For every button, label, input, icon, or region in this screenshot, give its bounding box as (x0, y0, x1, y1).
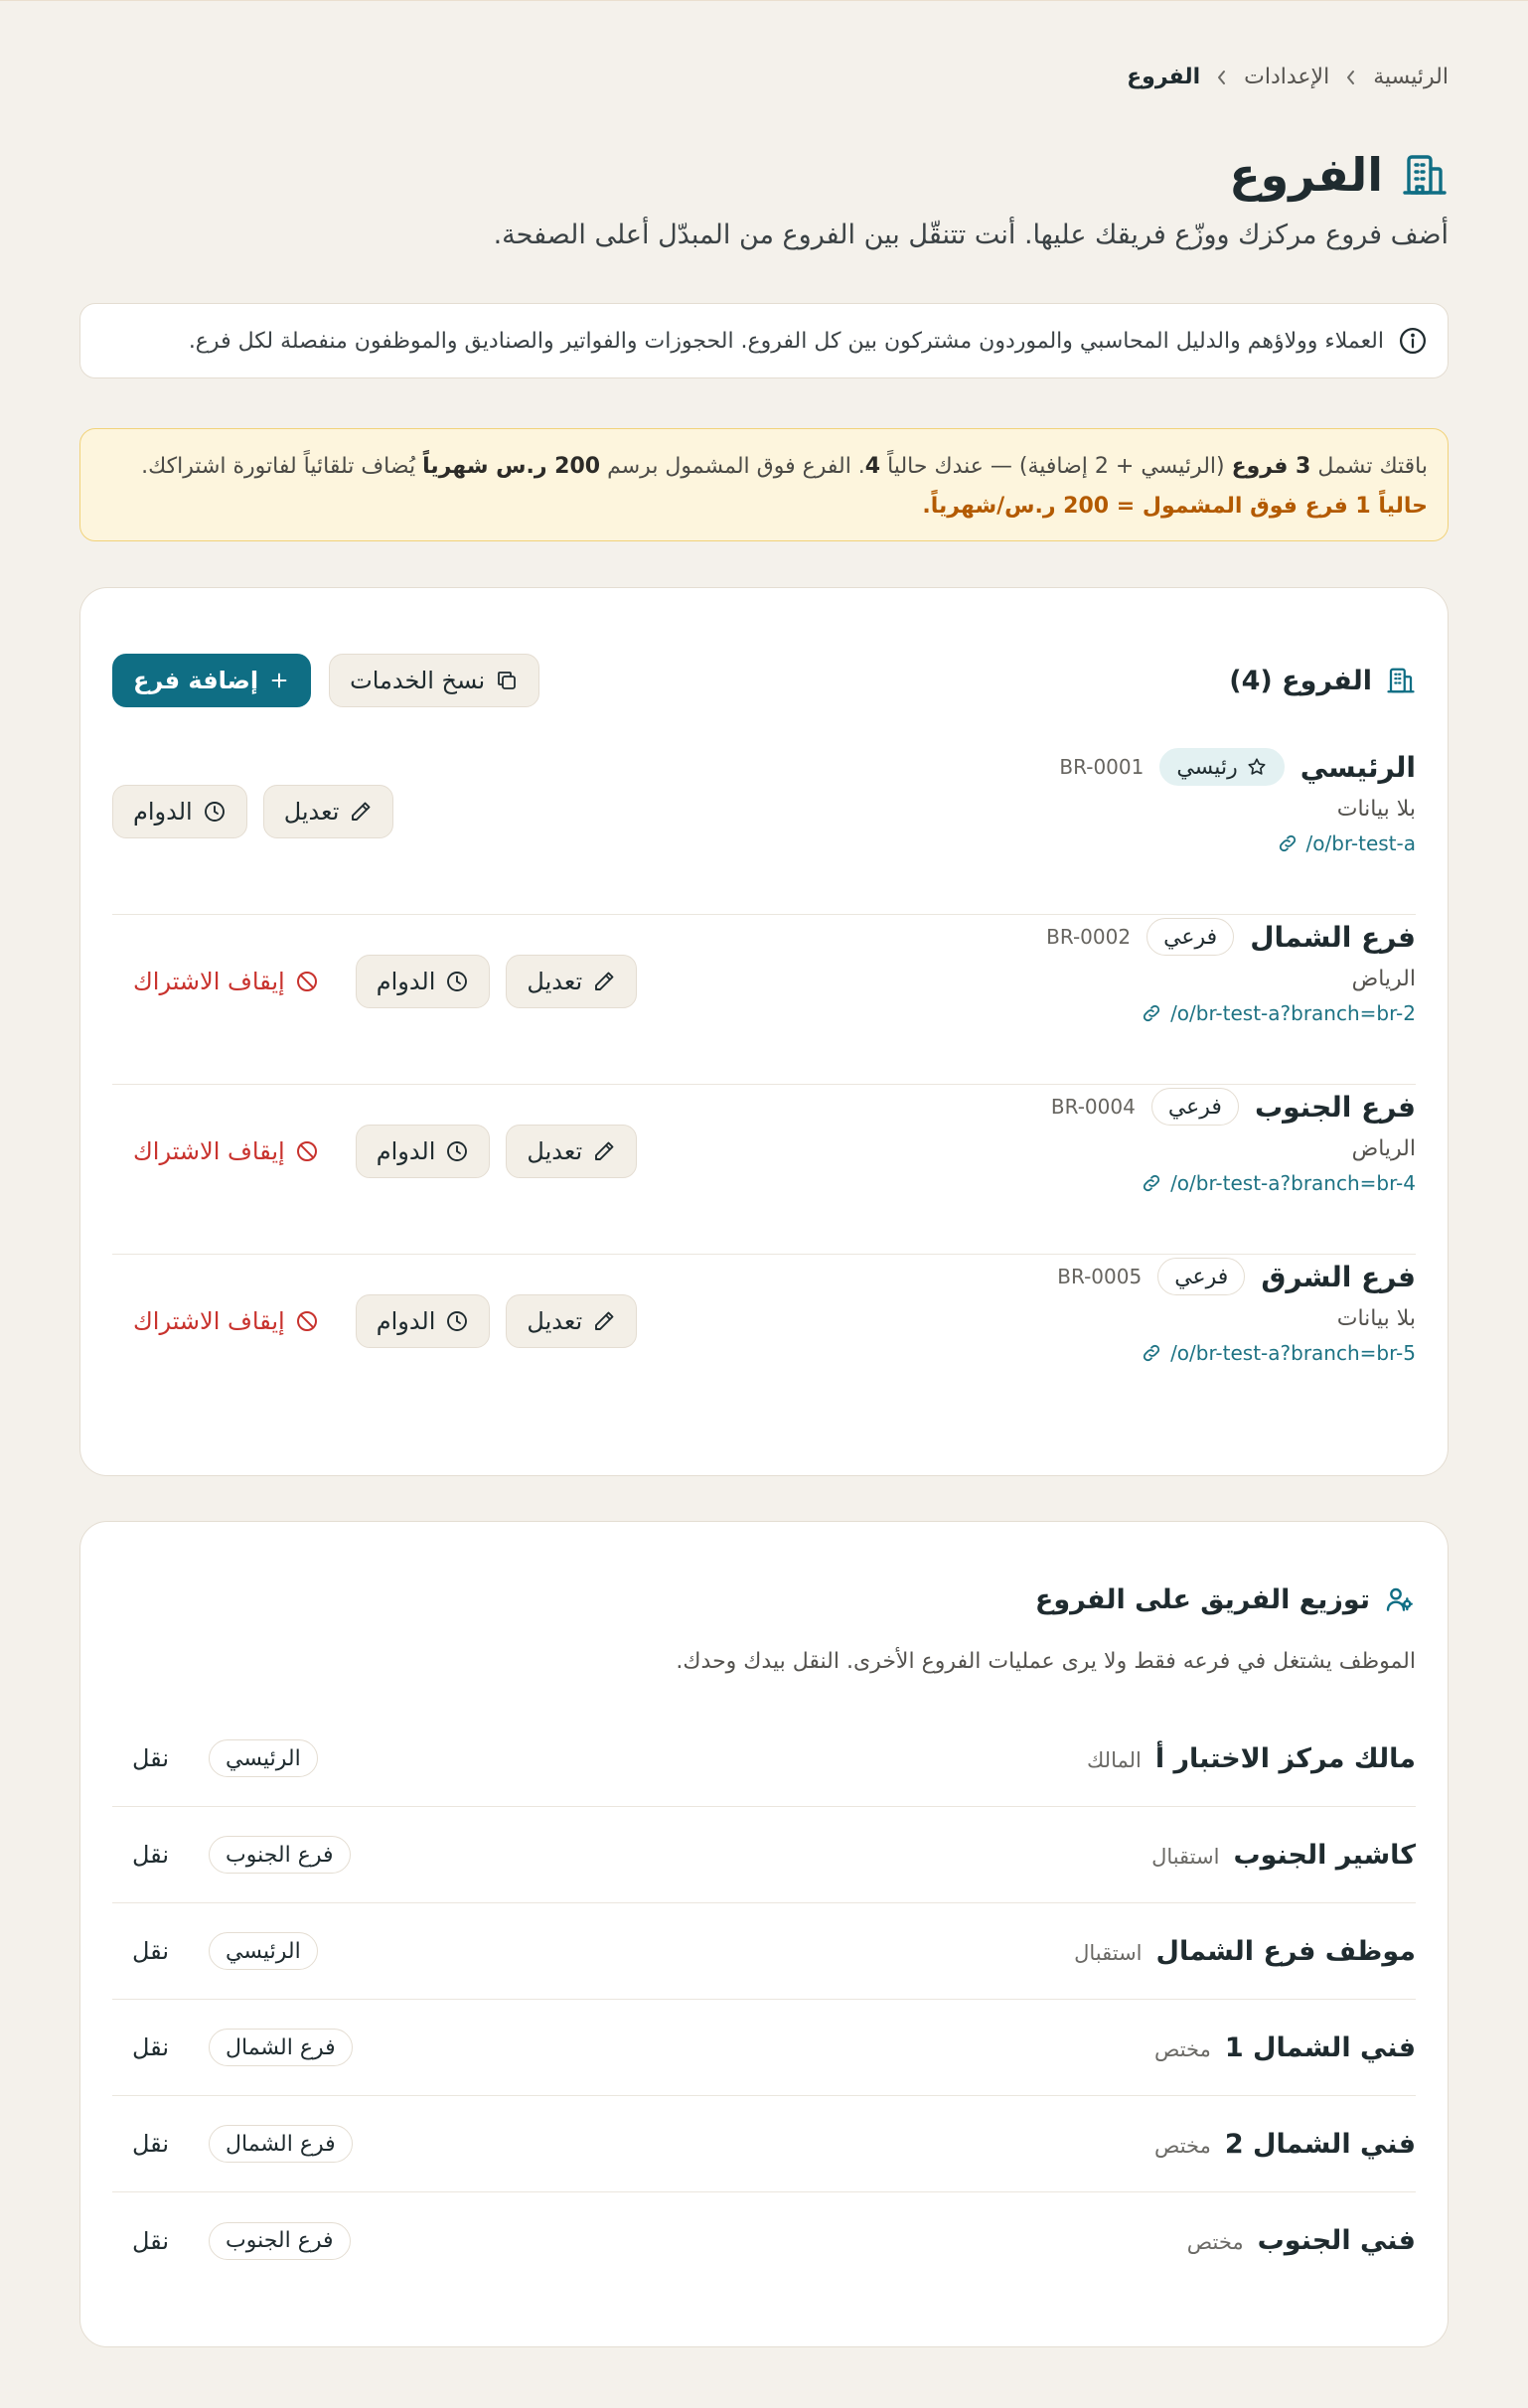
member-name: موظف فرع الشمال (1155, 1935, 1416, 1967)
member-role: مختص (1186, 2230, 1244, 2254)
chevron-left-icon (1345, 70, 1357, 85)
stop-subscription-label: إيقاف الاشتراك (133, 968, 285, 995)
branches-card-header (112, 654, 1416, 707)
branch-row (112, 915, 1416, 1085)
branches-card (79, 587, 1449, 1476)
branch-city: بلا بيانات (1336, 1306, 1416, 1331)
branch-name: فرع الشمال (1250, 920, 1416, 954)
member-branch-badge: فرع الجنوب (209, 2222, 351, 2260)
member-info (1074, 1936, 1416, 1967)
branch-name: فرع الشرق (1261, 1260, 1416, 1293)
warning-current-count: 4 (864, 454, 881, 479)
hours-label: الدوام (376, 968, 436, 995)
copy-icon (495, 669, 519, 692)
member-actions (112, 2222, 351, 2260)
branch-hours-button[interactable] (356, 1294, 491, 1348)
branch-type-label: رئيسي (1176, 754, 1238, 780)
branch-link[interactable] (1059, 831, 1416, 855)
link-icon (1141, 1002, 1162, 1024)
branch-actions (112, 1294, 637, 1348)
breadcrumb-current: الفروع (1127, 65, 1201, 89)
warning-text: يُضاف تلقائياً لفاتورة اشتراكك. (141, 454, 423, 479)
member-branch-badge: فرع الشمال (209, 2125, 353, 2163)
page-title: الفروع (1229, 148, 1383, 202)
branch-row (112, 1255, 1416, 1425)
copy-services-button[interactable] (329, 654, 539, 707)
warning-text: . الفرع فوق المشمول برسم (600, 454, 865, 479)
branch-list (112, 745, 1416, 1425)
member-actions (112, 2125, 353, 2163)
warning-included-branches: 3 فروع (1231, 454, 1311, 479)
branch-edit-button[interactable] (506, 1125, 637, 1178)
branch-code: BR-0005 (1057, 1265, 1143, 1288)
branches-page (0, 1, 1528, 2408)
member-role: استقبال (1151, 1844, 1220, 1869)
member-branch-badge: الرئيسي (209, 1932, 318, 1970)
branches-card-title (1229, 666, 1416, 696)
branch-code: BR-0002 (1046, 925, 1132, 949)
branch-actions (112, 955, 637, 1008)
stop-subscription-button[interactable] (112, 955, 340, 1008)
clock-icon (445, 1309, 469, 1333)
add-branch-label: إضافة فرع (133, 667, 259, 694)
edit-label: تعديل (527, 1307, 583, 1335)
team-distribution-card (79, 1521, 1449, 2347)
branch-type-badge: فرعي (1146, 918, 1234, 956)
team-row (112, 1711, 1416, 1807)
link-icon (1277, 832, 1299, 854)
move-member-button[interactable]: نقل (132, 1937, 169, 1965)
shared-data-info (79, 303, 1449, 378)
branch-name: الرئيسي (1299, 750, 1416, 784)
member-role: استقبال (1074, 1940, 1143, 1965)
branch-city: الرياض (1351, 967, 1416, 991)
member-actions (112, 1739, 318, 1777)
building-icon (1386, 666, 1416, 695)
edit-label: تعديل (527, 1137, 583, 1165)
branches-count-title: الفروع (4) (1229, 665, 1372, 696)
team-row (112, 1903, 1416, 2000)
clock-icon (445, 970, 469, 993)
branch-edit-button[interactable] (506, 955, 637, 1008)
branch-actions (112, 1125, 637, 1178)
member-branch-badge: فرع الجنوب (209, 1836, 351, 1874)
branch-code: BR-0004 (1050, 1095, 1136, 1119)
plus-icon (268, 670, 290, 691)
plan-limit-warning (79, 428, 1449, 541)
team-row (112, 2192, 1416, 2289)
clock-icon (445, 1139, 469, 1163)
member-actions (112, 2029, 353, 2066)
move-member-button[interactable]: نقل (132, 2130, 169, 2158)
ban-icon (295, 1139, 319, 1163)
building-icon (1401, 151, 1449, 199)
link-icon (1141, 1172, 1162, 1194)
member-role: مختص (1153, 2036, 1211, 2061)
branch-type-badge: فرعي (1157, 1258, 1245, 1295)
ban-icon (295, 1309, 319, 1333)
member-info (1154, 2129, 1416, 2160)
hours-label: الدوام (376, 1137, 436, 1165)
stop-subscription-label: إيقاف الاشتراك (133, 1137, 285, 1165)
member-role: مختص (1153, 2133, 1211, 2158)
branch-link[interactable] (1046, 1001, 1416, 1025)
branch-edit-button[interactable] (506, 1294, 637, 1348)
branch-hours-button[interactable] (356, 1125, 491, 1178)
pencil-icon (592, 1139, 616, 1163)
info-icon (1398, 326, 1428, 356)
page-subtitle: أضف فروع مركزك ووزّع فريقك عليها. أنت تتنقّل بين الفروع من المبدّل أعلى الصفحة. (493, 220, 1449, 250)
breadcrumb-home[interactable]: الرئيسية (1373, 65, 1449, 89)
branch-city: بلا بيانات (1336, 797, 1416, 822)
branch-info (1051, 1085, 1416, 1195)
branch-link-path[interactable]: /o/br-test-a?branch=br-2 (1170, 1001, 1416, 1025)
star-icon (1246, 756, 1268, 778)
edit-label: تعديل (283, 798, 340, 826)
branch-row (112, 1085, 1416, 1255)
branch-row (112, 745, 1416, 915)
team-description: الموظف يشتغل في فرعه فقط ولا يرى عمليات الفروع الأخرى. النقل بيدك وحدك. (676, 1649, 1416, 1674)
branches-card-actions (112, 654, 539, 707)
branch-name: فرع الجنوب (1254, 1090, 1416, 1124)
branch-type-badge: فرعي (1151, 1088, 1239, 1126)
member-info (1154, 2032, 1416, 2063)
warning-text: (الرئيسي + 2 إضافية) — عندك حالياً (880, 454, 1232, 479)
branch-info (1046, 915, 1416, 1025)
hours-label: الدوام (133, 798, 193, 826)
stop-subscription-label: إيقاف الاشتراك (133, 1307, 285, 1335)
team-row (112, 2000, 1416, 2096)
branch-link-path[interactable]: /o/br-test-a (1305, 831, 1416, 855)
page-header (1229, 148, 1449, 202)
pencil-icon (592, 970, 616, 993)
breadcrumb-settings[interactable]: الإعدادات (1244, 65, 1330, 89)
branch-city: الرياض (1351, 1136, 1416, 1161)
team-row (112, 2096, 1416, 2192)
branch-type-badge (1159, 748, 1284, 786)
team-title: توزيع الفريق على الفروع (1034, 1583, 1370, 1615)
member-info (1087, 1743, 1416, 1774)
member-branch-badge: فرع الشمال (209, 2029, 353, 2066)
member-name: مالك مركز الاختبار أ (1154, 1742, 1416, 1774)
member-actions (112, 1932, 318, 1970)
member-actions (112, 1836, 351, 1874)
move-member-button[interactable]: نقل (132, 1744, 169, 1772)
users-icon (1384, 1583, 1416, 1615)
move-member-button[interactable]: نقل (132, 2226, 169, 2255)
move-member-button[interactable]: نقل (132, 2033, 169, 2061)
edit-label: تعديل (527, 968, 583, 995)
stop-subscription-button[interactable] (112, 1294, 340, 1348)
member-name: كاشير الجنوب (1233, 1839, 1416, 1871)
team-card-title (1035, 1583, 1416, 1615)
team-list (112, 1711, 1416, 2289)
member-name: فني الجنوب (1257, 2225, 1416, 2256)
pencil-icon (349, 800, 373, 824)
hours-label: الدوام (376, 1307, 436, 1335)
warning-fee: 200 ر.س شهرياً (422, 454, 601, 479)
link-icon (1141, 1342, 1162, 1364)
pencil-icon (592, 1309, 616, 1333)
branch-edit-button[interactable] (263, 785, 394, 838)
branch-actions (112, 785, 393, 838)
breadcrumb (1127, 65, 1449, 89)
add-branch-button[interactable] (112, 654, 311, 707)
member-info (1151, 1840, 1416, 1871)
member-branch-badge: الرئيسي (209, 1739, 318, 1777)
member-name: فني الشمال 1 (1224, 2032, 1416, 2063)
branch-info (1057, 1255, 1416, 1365)
team-row (112, 1807, 1416, 1903)
warning-text: باقتك تشمل (1310, 454, 1428, 479)
branch-link[interactable] (1051, 1171, 1416, 1195)
info-text: العملاء وولاؤهم والدليل المحاسبي والموردون مشتركون بين كل الفروع. الحجوزات والفواتير والصناديق والموظفون منفصلة لكل فرع. (188, 328, 1384, 354)
branch-link-path[interactable]: /o/br-test-a?branch=br-4 (1170, 1171, 1416, 1195)
member-info (1187, 2225, 1416, 2256)
member-role: المالك (1086, 1747, 1142, 1772)
branch-code: BR-0001 (1059, 755, 1145, 779)
branch-hours-button[interactable] (356, 955, 491, 1008)
warning-highlight: حالياً 1 فرع فوق المشمول = 200 ر.س/شهرياً. (922, 494, 1428, 519)
branch-info (1059, 745, 1416, 855)
branch-link-path[interactable]: /o/br-test-a?branch=br-5 (1170, 1341, 1416, 1365)
move-member-button[interactable]: نقل (132, 1841, 169, 1869)
member-name: فني الشمال 2 (1224, 2128, 1416, 2160)
ban-icon (295, 970, 319, 993)
stop-subscription-button[interactable] (112, 1125, 340, 1178)
clock-icon (203, 800, 227, 824)
branch-hours-button[interactable] (112, 785, 247, 838)
chevron-left-icon (1216, 70, 1228, 85)
branch-link[interactable] (1057, 1341, 1416, 1365)
copy-services-label: نسخ الخدمات (350, 667, 486, 694)
